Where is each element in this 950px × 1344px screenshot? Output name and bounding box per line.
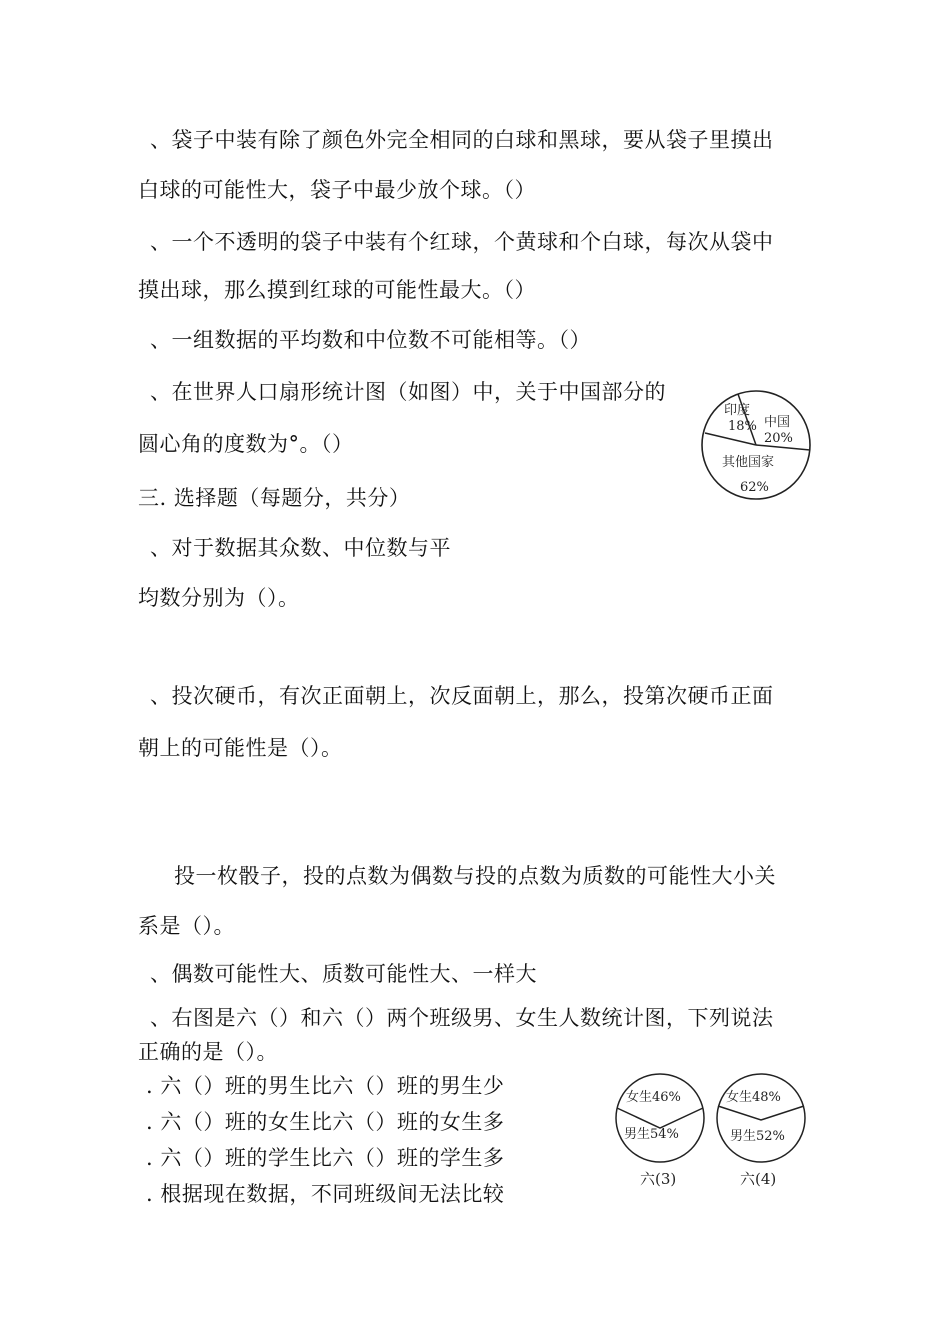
c4-option-4: . 根据现在数据，不同班级间无法比较	[146, 1182, 505, 1206]
pie-divider	[718, 1106, 804, 1120]
c2-line2: 朝上的可能性是（）。	[138, 736, 343, 760]
q2-line2: 摸出球，那么摸到红球的可能性最大。（）	[138, 278, 536, 302]
c3-options: 、偶数可能性大、质数可能性大、一样大	[150, 962, 537, 986]
slice-value-china: 20%	[764, 431, 793, 446]
class-6-3-caption: 六(3)	[640, 1170, 677, 1188]
world-population-pie-chart	[694, 388, 818, 502]
c4-option-3: . 六（）班的学生比六（）班的学生多	[146, 1146, 505, 1170]
pie-divider	[705, 433, 756, 445]
c2-line1: 、投次硬币，有次正面朝上，次反面朝上，那么，投第次硬币正面	[150, 684, 774, 708]
class-6-3-pie-chart	[610, 1070, 710, 1166]
slice-label-girls: 女生46%	[626, 1090, 681, 1105]
c4-line1: 、右图是六（）和六（）两个班级男、女生人数统计图，下列说法	[150, 1006, 774, 1030]
slice-value-other: 62%	[740, 480, 769, 495]
c3-line2: 系是（）。	[138, 914, 235, 938]
section3-heading: 三. 选择题（每题分，共分）	[138, 486, 411, 510]
pie-divider	[617, 1108, 703, 1128]
slice-label-boys: 男生52%	[730, 1129, 785, 1144]
pie-outline	[717, 1074, 805, 1162]
c3-line1: 投一枚骰子，投的点数为偶数与投的点数为质数的可能性大小关	[174, 864, 776, 888]
slice-label-china: 中国	[764, 415, 791, 430]
q1-line2: 白球的可能性大，袋子中最少放个球。（）	[138, 178, 536, 202]
c4-option-1: . 六（）班的男生比六（）班的男生少	[146, 1074, 505, 1098]
c1-line1: 、对于数据其众数、中位数与平	[150, 536, 451, 560]
slice-label-boys: 男生54%	[624, 1127, 679, 1142]
slice-label-other: 其他国家	[722, 455, 775, 470]
class-6-4-pie-chart	[712, 1070, 810, 1166]
q3-line: 、一组数据的平均数和中位数不可能相等。（）	[150, 328, 591, 352]
q4-line1: 、在世界人口扇形统计图（如图）中，关于中国部分的	[150, 380, 666, 404]
slice-label-girls: 女生48%	[726, 1090, 781, 1105]
class-6-4-caption: 六(4)	[740, 1170, 777, 1188]
q2-line1: 、一个不透明的袋子中装有个红球，个黄球和个白球，每次从袋中	[150, 230, 774, 254]
c1-line2: 均数分别为（）。	[138, 586, 300, 610]
q1-line1: 、袋子中装有除了颜色外完全相同的白球和黑球，要从袋子里摸出	[150, 128, 774, 152]
pie-outline	[616, 1074, 704, 1162]
slice-value-india: 18%	[728, 419, 757, 434]
c4-line2: 正确的是（）。	[138, 1040, 278, 1064]
slice-label-india: 印度	[724, 403, 751, 418]
q4-line2: 圆心角的度数为°。（）	[138, 432, 354, 456]
c4-option-2: . 六（）班的女生比六（）班的女生多	[146, 1110, 505, 1134]
